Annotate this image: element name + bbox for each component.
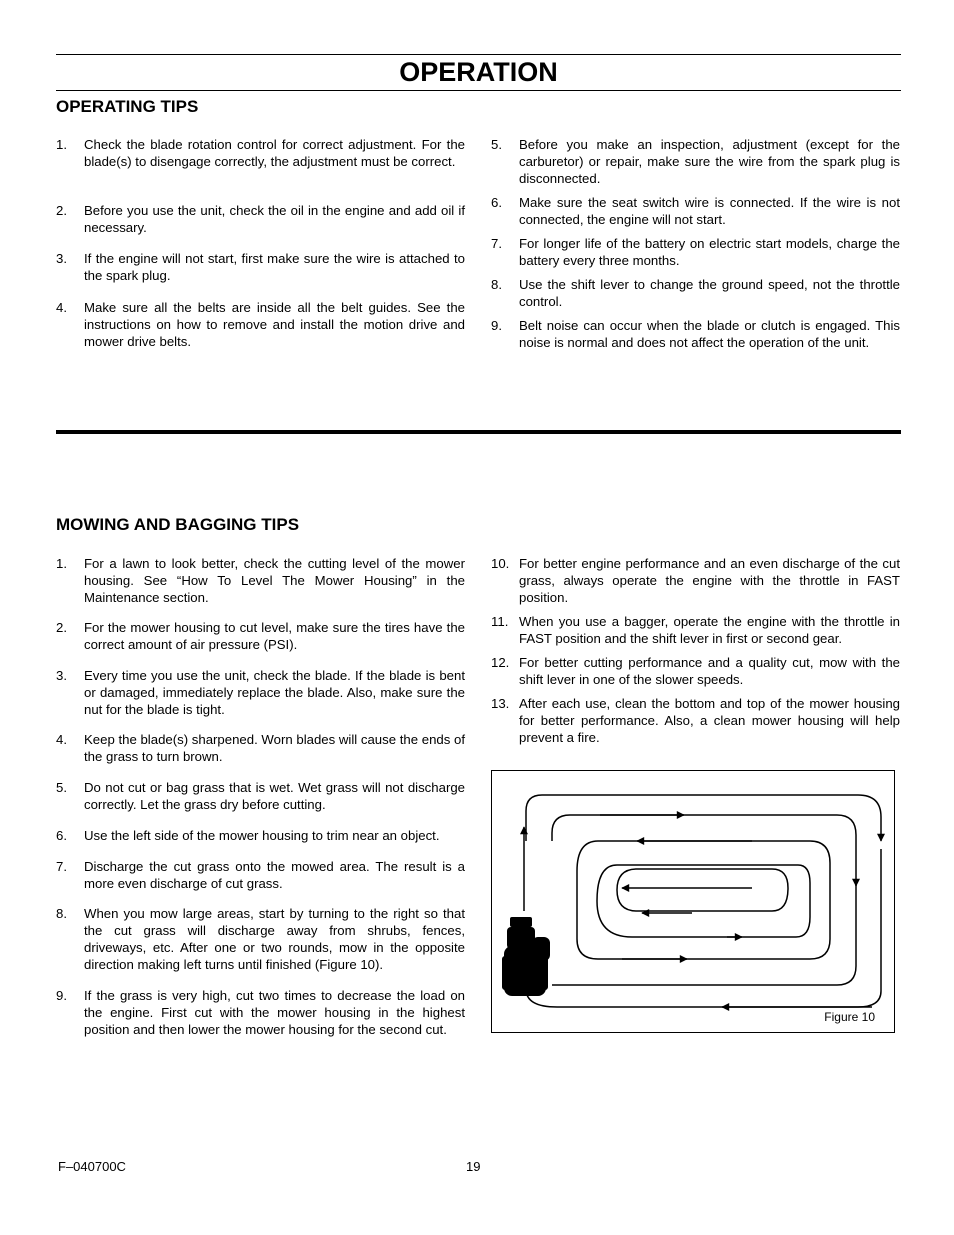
- list-item-text: For better cutting performance and a quality cut, mow with the shift lever in one of the slower speeds.: [519, 655, 900, 687]
- riding-mower-icon: [502, 917, 550, 996]
- list-item-number: 9.: [491, 318, 502, 333]
- list-item-text: For better engine performance and an even discharge of the cut grass, always operate the engine with the throttle in FAST position.: [519, 556, 900, 605]
- list-item-text: When you use a bagger, operate the engine with the throttle in FAST position and the shift lever in first or second gear.: [519, 614, 900, 646]
- list-item-text: If the engine will not start, first make sure the wire is attached to the spark plug.: [84, 251, 465, 283]
- list-item-text: Discharge the cut grass onto the mowed area. The result is a more even discharge of cut grass.: [84, 859, 465, 891]
- list-item-text: Make sure all the belts are inside all the belt guides. See the instructions on how to remove and install the motion drive and mower drive belts.: [84, 300, 465, 349]
- list-item-text: Belt noise can occur when the blade or clutch is engaged. This noise is normal and does not affect the operation of the unit.: [519, 318, 900, 350]
- title-rule-top: [56, 54, 901, 55]
- list-item-text: Do not cut or bag grass that is wet. Wet grass will not discharge correctly. Let the grass dry before cutting.: [84, 780, 465, 812]
- list-item: [491, 136, 900, 187]
- list-item: [56, 858, 465, 892]
- list-item: [491, 235, 900, 269]
- figure-caption: Figure 10: [824, 1010, 875, 1024]
- list-item-text: Keep the blade(s) sharpened. Worn blades will cause the ends of the grass to turn brown.: [84, 732, 465, 764]
- mowing-pattern-diagram: [492, 771, 893, 1031]
- list-item: [56, 987, 465, 1038]
- page-title: OPERATION: [399, 57, 558, 87]
- list-item: [491, 317, 900, 351]
- list-item-number: 5.: [56, 780, 67, 795]
- list-item-text: Make sure the seat switch wire is connected. If the wire is not connected, the engine will not start.: [519, 195, 900, 227]
- list-item-text: After each use, clean the bottom and top of the mower housing for better performance. Also, a clean mower housing will help prevent a fire.: [519, 696, 900, 745]
- list-item: [491, 555, 900, 606]
- list-item: [56, 619, 465, 653]
- list-item-number: 2.: [56, 620, 67, 635]
- list-item-text: Use the left side of the mower housing to trim near an object.: [84, 828, 440, 843]
- footer-document-code: F–040700C: [58, 1159, 126, 1174]
- list-item-number: 12.: [491, 655, 510, 670]
- list-item-number: 1.: [56, 137, 67, 152]
- list-item-number: 8.: [491, 277, 502, 292]
- list-item-number: 3.: [56, 668, 67, 683]
- list-item-text: Before you use the unit, check the oil in the engine and add oil if necessary.: [84, 203, 465, 235]
- list-item-text: Check the blade rotation control for correct adjustment. For the blade(s) to disengage correctly, the adjustment must be correct.: [84, 137, 465, 169]
- list-item: [56, 827, 465, 844]
- list-item-text: For a lawn to look better, check the cutting level of the mower housing. See “How To Level The Mower Housing” in the Maintenance section.: [84, 556, 465, 605]
- list-item-text: For longer life of the battery on electric start models, charge the battery every three months.: [519, 236, 900, 268]
- section-divider: [56, 430, 901, 434]
- list-item-number: 7.: [56, 859, 67, 874]
- list-item-number: 10.: [491, 556, 510, 571]
- mowing-path-loops: [526, 795, 881, 1007]
- list-item: [56, 667, 465, 718]
- page-number: 19: [466, 1159, 481, 1174]
- list-item-number: 7.: [491, 236, 502, 251]
- list-item: [491, 654, 900, 688]
- list-item-text: Use the shift lever to change the ground speed, not the throttle control.: [519, 277, 900, 309]
- list-item: [56, 905, 465, 973]
- mowing-pattern-figure: [491, 770, 895, 1033]
- list-item-number: 4.: [56, 732, 67, 747]
- title-rule-bottom: [56, 90, 901, 91]
- list-item: [56, 202, 465, 236]
- list-item-text: Before you make an inspection, adjustment (except for the carburetor) or repair, make sure the wire from the spark plug is disconnected.: [519, 137, 900, 186]
- mowing-tips-heading: MOWING AND BAGGING TIPS: [56, 515, 300, 534]
- list-item-text: When you mow large areas, start by turning to the right so that the cut grass will discharge away from shrubs, fences, driveways, etc. After one or two rounds, mow in the opposite direction making left turns until finished (Figure 10).: [84, 906, 465, 972]
- list-item-number: 9.: [56, 988, 67, 1003]
- list-item: [491, 194, 900, 228]
- list-item-number: 6.: [491, 195, 502, 210]
- list-item: [56, 136, 465, 170]
- list-item-number: 11.: [491, 614, 509, 629]
- list-item: [491, 276, 900, 310]
- list-item-number: 1.: [56, 556, 67, 571]
- list-item-number: 3.: [56, 251, 67, 266]
- list-item: [491, 613, 900, 647]
- list-item-number: 13.: [491, 696, 510, 711]
- list-item-number: 2.: [56, 203, 67, 218]
- list-item: [56, 250, 465, 284]
- list-item-text: Every time you use the unit, check the blade. If the blade is bent or damaged, immediately replace the blade. Also, make sure the nut for the blade is tight.: [84, 668, 465, 717]
- list-item-text: For the mower housing to cut level, make sure the tires have the correct amount of air pressure (PSI).: [84, 620, 465, 652]
- list-item-number: 4.: [56, 300, 67, 315]
- list-item-number: 5.: [491, 137, 502, 152]
- list-item: [56, 779, 465, 813]
- operating-tips-heading: OPERATING TIPS: [56, 97, 199, 116]
- list-item: [56, 731, 465, 765]
- list-item: [56, 299, 465, 350]
- list-item-number: 6.: [56, 828, 67, 843]
- list-item: [56, 555, 465, 606]
- list-item-number: 8.: [56, 906, 67, 921]
- list-item-text: If the grass is very high, cut two times to decrease the load on the engine. First cut with the mower housing in the highest position and then lower the mower housing for the second cut.: [84, 988, 465, 1037]
- list-item: [491, 695, 900, 746]
